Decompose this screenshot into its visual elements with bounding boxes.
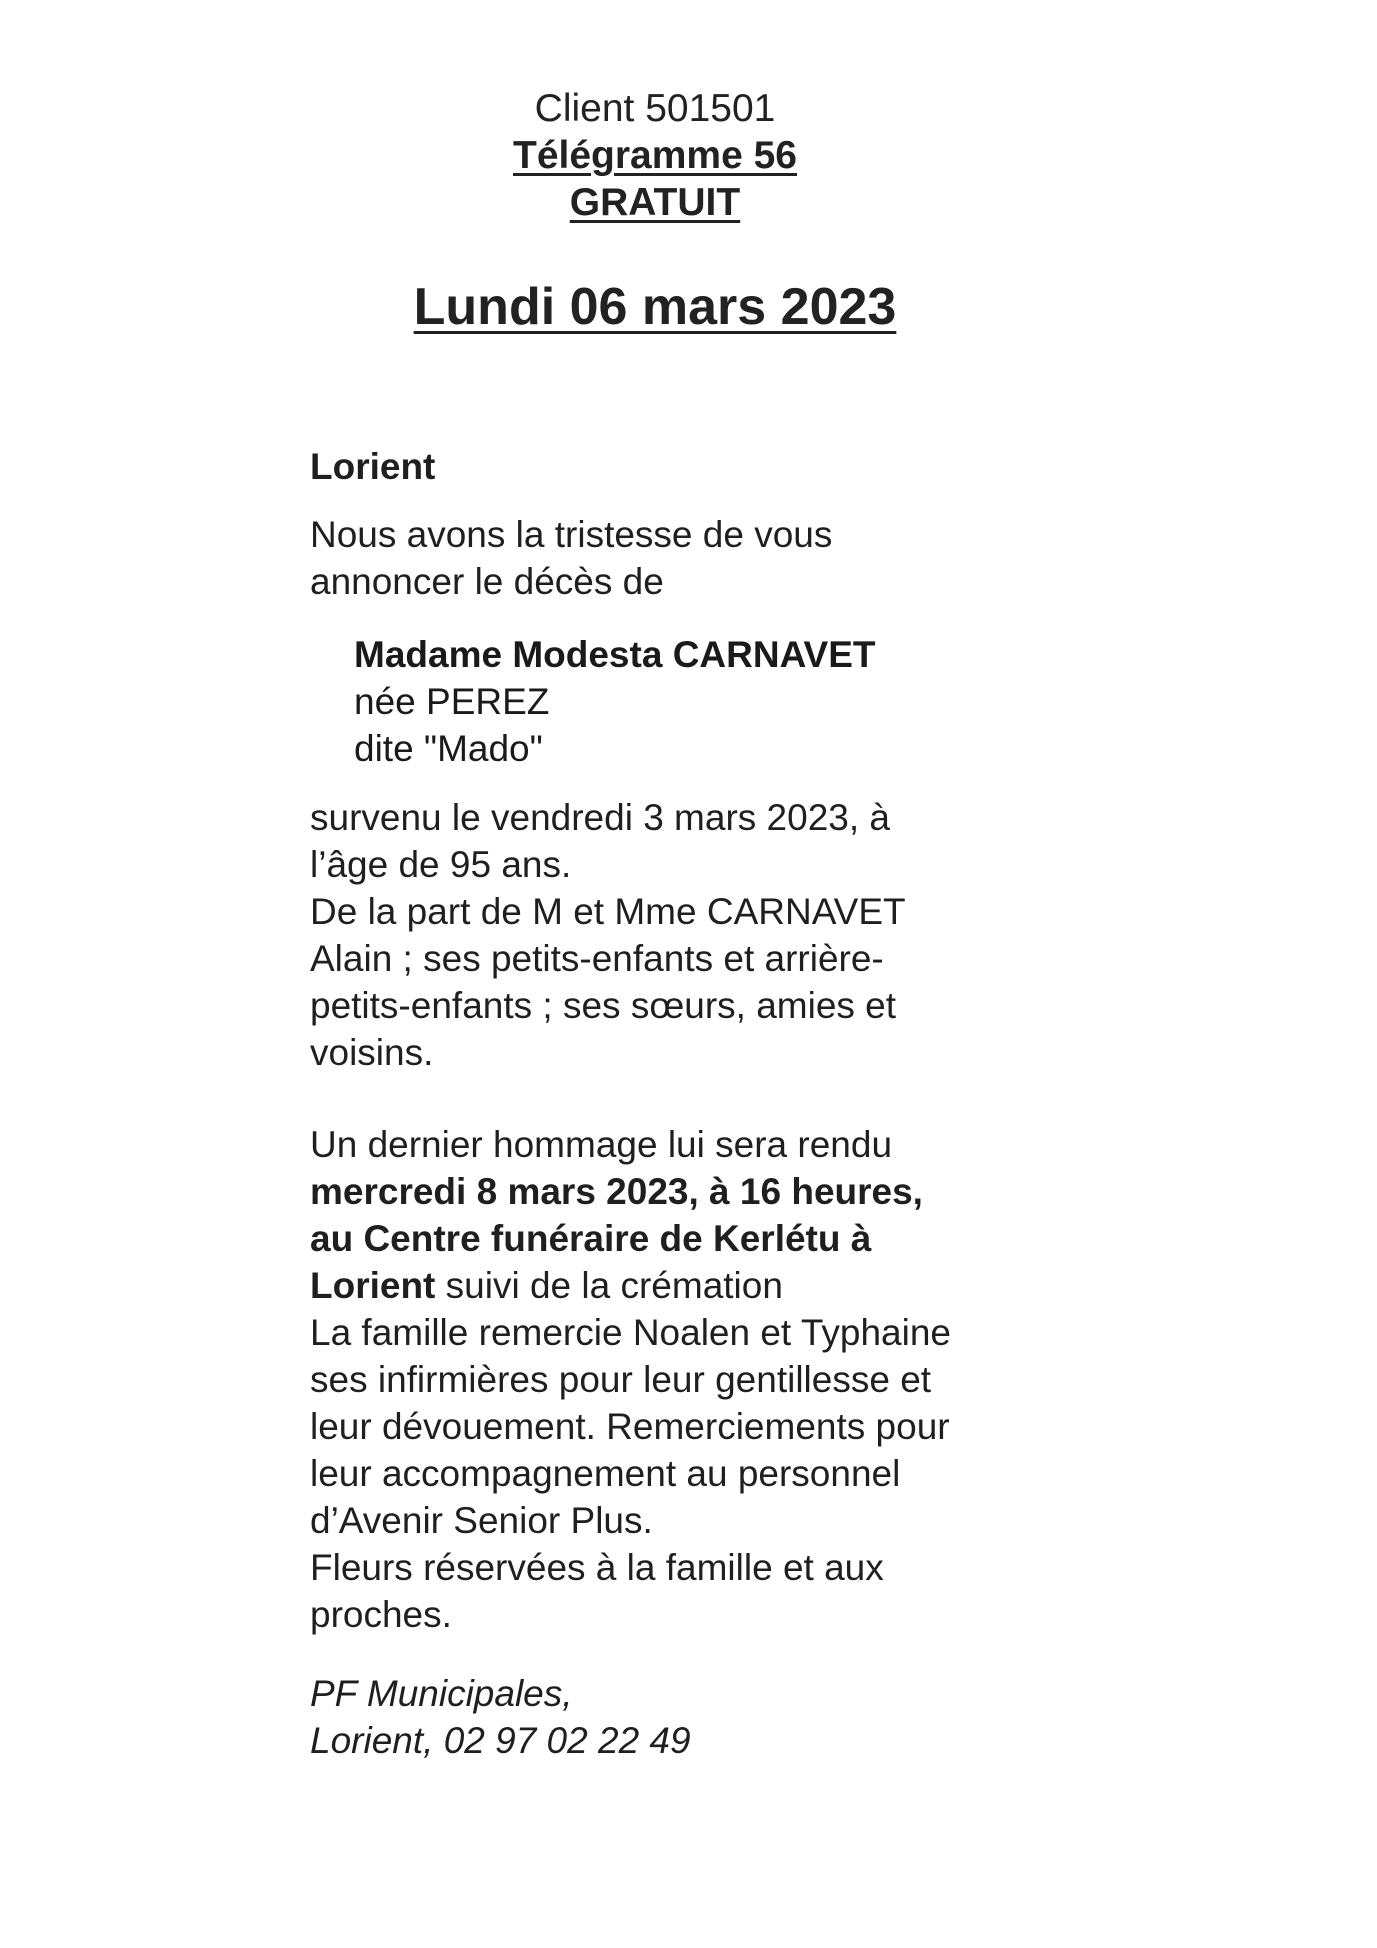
- details-line: l’âge de 95 ans.: [310, 844, 572, 885]
- intro-line: Nous avons la tristesse de vous: [310, 514, 833, 555]
- details-line: voisins.: [310, 1032, 434, 1073]
- intro-line: annoncer le décès de: [310, 561, 664, 602]
- thanks-line: La famille remercie Noalen et Typhaine: [310, 1312, 951, 1353]
- deceased-nickname: dite "Mado": [354, 728, 543, 769]
- thanks-line: ses infirmières pour leur gentillesse et: [310, 1359, 932, 1400]
- funeral-home-phone: Lorient, 02 97 02 22 49: [310, 1720, 691, 1761]
- deceased-name: Madame Modesta CARNAVET: [354, 634, 876, 675]
- ceremony-text: [310, 1121, 1070, 1638]
- price-label: GRATUIT: [569, 181, 741, 224]
- details-line: De la part de M et Mme CARNAVET: [310, 891, 906, 932]
- intro-text: [310, 511, 1070, 605]
- flowers-line: proches.: [310, 1594, 452, 1635]
- client-number: Client 501501: [534, 87, 776, 130]
- details-line: petits-enfants ; ses sœurs, amies et: [310, 985, 897, 1026]
- thanks-line: leur accompagnement au personnel: [310, 1453, 901, 1494]
- thanks-line: leur dévouement. Remerciements pour: [310, 1406, 950, 1447]
- deceased-block: [354, 631, 1054, 772]
- death-details: [310, 794, 1070, 1076]
- details-line: survenu le vendredi 3 mars 2023, à: [310, 797, 891, 838]
- thanks-line: d’Avenir Senior Plus.: [310, 1500, 653, 1541]
- ceremony-date: mercredi 8 mars 2023, à 16 heures,: [310, 1171, 923, 1212]
- city-heading: Lorient: [310, 446, 436, 487]
- funeral-home-signature: [310, 1670, 1070, 1764]
- details-line: Alain ; ses petits-enfants et arrière-: [310, 938, 884, 979]
- publication-date: Lundi 06 mars 2023: [413, 278, 897, 336]
- flowers-line: Fleurs réservées à la famille et aux: [310, 1547, 884, 1588]
- ceremony-place: au Centre funéraire de Kerlétu à: [310, 1218, 872, 1259]
- publication-name: Télégramme 56: [513, 134, 797, 177]
- ceremony-city: Lorient: [310, 1265, 436, 1306]
- deceased-maiden-name: née PEREZ: [354, 681, 550, 722]
- funeral-home-name: PF Municipales,: [310, 1673, 573, 1714]
- cremation-note: suivi de la crémation: [435, 1265, 783, 1306]
- ceremony-intro: Un dernier hommage lui sera rendu: [310, 1124, 893, 1165]
